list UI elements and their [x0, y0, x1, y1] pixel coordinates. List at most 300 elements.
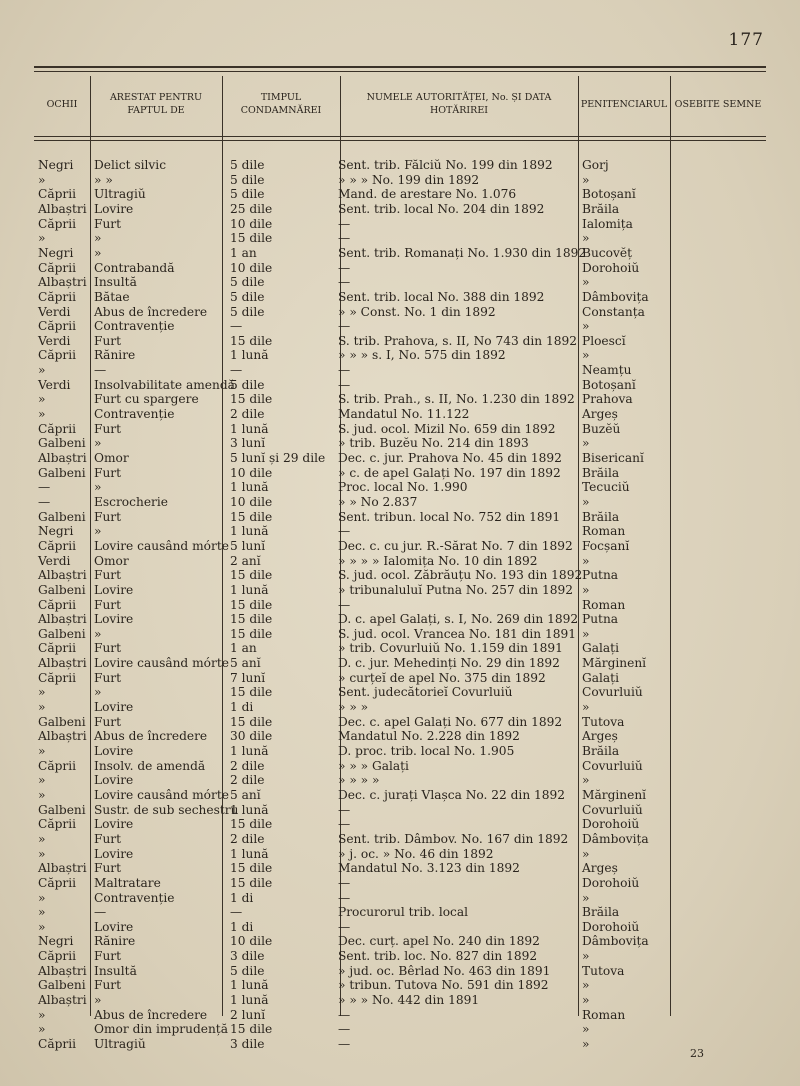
row-ochi: — — [38, 480, 51, 495]
row-penitenciar: » — [582, 348, 590, 363]
row-timp: 10 dile — [230, 465, 273, 480]
row-ochi: Albaștri — [38, 963, 87, 978]
table-row — [34, 1037, 766, 1052]
table-row — [34, 568, 766, 583]
table-row — [34, 539, 766, 554]
row-fapt: Furt — [94, 861, 122, 876]
row-penitenciar: Gorj — [582, 158, 609, 172]
table-row — [34, 715, 766, 730]
row-fapt: Contravenție — [94, 319, 175, 334]
row-penitenciar: Brăila — [582, 465, 620, 480]
row-timp: 1 lună — [230, 421, 269, 436]
row-ochi: — — [38, 494, 51, 509]
row-fapt: Furt — [94, 670, 122, 685]
table-row — [34, 319, 766, 334]
row-hotarire: — — [338, 875, 351, 890]
table-row — [34, 275, 766, 290]
row-penitenciar: Brăila — [582, 509, 620, 524]
table-row — [34, 744, 766, 759]
row-fapt: Lovire — [94, 817, 134, 832]
table-row — [34, 934, 766, 949]
row-fapt: Lovire — [94, 700, 134, 715]
table-row — [34, 949, 766, 964]
header-timpul-label: TIMPUL CONDAMNĂREI — [240, 92, 322, 116]
row-timp: 1 an — [230, 245, 257, 260]
row-timp: 5 dile — [230, 377, 265, 392]
row-fapt: Delict silvic — [94, 158, 167, 172]
header-rule-thin — [34, 140, 766, 141]
row-penitenciar: Putna — [582, 568, 619, 583]
row-penitenciar: » — [582, 231, 590, 246]
row-hotarire: Dec. c. apel Galați No. 677 din 1892 — [338, 714, 563, 729]
row-fapt: Furt — [94, 465, 122, 480]
row-timp: 15 dile — [230, 626, 273, 641]
row-ochi: Căprii — [38, 421, 77, 436]
row-timp: 5 dile — [230, 304, 265, 319]
row-hotarire: » » » — [338, 700, 369, 715]
row-fapt: Furt — [94, 333, 122, 348]
row-penitenciar: Bucovĕț — [582, 245, 632, 260]
row-ochi: Căprii — [38, 1037, 77, 1051]
table-row — [34, 993, 766, 1008]
header-arestat-line2: FAPTUL DE — [127, 105, 185, 116]
row-ochi: Galbeni — [38, 714, 86, 729]
row-fapt: Furt — [94, 978, 122, 993]
row-timp: 15 dile — [230, 685, 273, 700]
row-hotarire: S. jud. ocol. Mizil No. 659 din 1892 — [338, 421, 556, 436]
row-penitenciar: Argeș — [582, 729, 618, 744]
row-fapt: Escrocherie — [94, 494, 168, 509]
row-fapt: Furt — [94, 641, 122, 656]
row-timp: 7 lunĭ — [230, 670, 266, 685]
row-ochi: Verdi — [38, 304, 71, 319]
row-ochi: Căprii — [38, 758, 77, 773]
row-fapt: » — [94, 685, 102, 700]
row-fapt: » » — [94, 172, 113, 187]
row-fapt: Lovire — [94, 773, 134, 788]
row-hotarire: Mand. de arestare No. 1.076 — [338, 187, 517, 202]
row-fapt: Lovire causând mórte — [94, 656, 229, 671]
row-hotarire: Sent. judecătorieĭ Covurluiŭ — [338, 685, 513, 700]
row-fapt: Furt cu spargere — [94, 392, 199, 407]
row-timp: 15 dile — [230, 875, 273, 890]
row-penitenciar: Dâmbovița — [582, 831, 649, 846]
table-row — [34, 773, 766, 788]
row-ochi: » — [38, 172, 46, 187]
row-ochi: Căprii — [38, 216, 77, 231]
row-penitenciar: Roman — [582, 597, 626, 612]
table-row — [34, 759, 766, 774]
row-penitenciar: » — [582, 949, 590, 964]
row-timp: 15 dile — [230, 612, 273, 627]
row-hotarire: — — [338, 919, 351, 934]
row-penitenciar: Covurluiŭ — [582, 758, 643, 773]
row-fapt: Ultragiŭ — [94, 1037, 146, 1051]
row-timp: 5 dile — [230, 289, 265, 304]
row-ochi: Albaștri — [38, 275, 87, 290]
row-timp: 10 dile — [230, 216, 273, 231]
row-hotarire: — — [338, 1022, 351, 1037]
row-penitenciar: » — [582, 1022, 590, 1037]
row-ochi: » — [38, 919, 46, 934]
row-hotarire: Procurorul trib. local — [338, 905, 469, 920]
table-row — [34, 700, 766, 715]
table-header — [34, 76, 766, 134]
row-penitenciar: Tutova — [582, 963, 625, 978]
row-fapt: » — [94, 436, 102, 451]
row-penitenciar: » — [582, 1037, 590, 1051]
row-ochi: Căprii — [38, 597, 77, 612]
row-ochi: » — [38, 407, 46, 422]
header-numele-line2: HOTĂRIREI — [429, 105, 489, 116]
row-timp: 2 dile — [230, 407, 265, 422]
row-fapt: Lovire — [94, 612, 134, 627]
header-arestat — [90, 76, 222, 134]
row-hotarire: — — [338, 216, 351, 231]
row-hotarire: D. c. jur. Mehedinți No. 29 din 1892 — [338, 656, 560, 671]
table-row — [34, 1008, 766, 1023]
row-penitenciar: Covurluiŭ — [582, 802, 643, 817]
row-timp: 15 dile — [230, 392, 273, 407]
row-penitenciar: » — [582, 582, 590, 597]
table-row — [34, 847, 766, 862]
row-timp: 1 lună — [230, 744, 269, 758]
row-timp: 2 anĭ — [230, 553, 261, 568]
table-row — [34, 920, 766, 935]
row-timp: 15 dile — [230, 817, 273, 832]
row-hotarire: » tribunaluluĭ Putna No. 257 din 1892 — [338, 582, 574, 597]
row-fapt: — — [94, 363, 107, 378]
row-fapt: Rănire — [94, 348, 136, 363]
row-timp: 3 dile — [230, 1037, 265, 1051]
row-penitenciar: » — [582, 553, 590, 568]
table-row — [34, 978, 766, 993]
row-timp: 5 dile — [230, 187, 265, 202]
row-ochi: Căprii — [38, 641, 77, 656]
row-ochi: Galbeni — [38, 978, 86, 993]
row-penitenciar: Brăila — [582, 201, 620, 216]
row-penitenciar: » — [582, 993, 590, 1008]
row-ochi: » — [38, 773, 46, 788]
row-ochi: Căprii — [38, 348, 77, 363]
table-row — [34, 378, 766, 393]
row-ochi: Galbeni — [38, 465, 86, 480]
table-row — [34, 612, 766, 627]
row-ochi: » — [38, 744, 46, 758]
row-penitenciar: Botoșanĭ — [582, 377, 636, 392]
row-hotarire: » » » » — [338, 773, 380, 788]
row-timp: 1 lună — [230, 582, 269, 597]
table-row — [34, 407, 766, 422]
row-penitenciar: Mărginenĭ — [582, 787, 647, 802]
row-hotarire: Dec. c. jur. Prahova No. 45 din 1892 — [338, 451, 562, 465]
row-fapt: » — [94, 231, 102, 246]
row-penitenciar: Galați — [582, 641, 619, 656]
header-osebite-label: OSEBITE SEMNE — [674, 98, 762, 110]
row-fapt: Furt — [94, 509, 122, 524]
row-fapt: Lovire — [94, 201, 134, 216]
row-fapt: Lovire — [94, 744, 134, 758]
row-timp: — — [230, 905, 243, 920]
table-row — [34, 876, 766, 891]
row-hotarire: — — [338, 275, 351, 290]
row-penitenciar: Ialomița — [582, 216, 633, 231]
table-row — [34, 217, 766, 232]
row-ochi: Căprii — [38, 949, 77, 964]
row-ochi: Galbeni — [38, 802, 86, 817]
header-ochi — [34, 76, 90, 134]
table-row — [34, 246, 766, 261]
row-hotarire: S. trib. Prahova, s. II, No 743 din 1892 — [338, 333, 578, 348]
row-fapt: » — [94, 993, 102, 1008]
table-row — [34, 641, 766, 656]
row-penitenciar: Covurluiŭ — [582, 685, 643, 700]
row-penitenciar: Galați — [582, 670, 619, 685]
row-hotarire: » tribun. Tutova No. 591 din 1892 — [338, 978, 549, 993]
row-ochi: » — [38, 363, 46, 378]
page-number: 177 — [728, 30, 764, 50]
table-row — [34, 671, 766, 686]
footer-number: 23 — [690, 1047, 704, 1060]
row-timp: 5 dile — [230, 172, 265, 187]
row-timp: 5 dile — [230, 963, 265, 978]
row-ochi: Verdi — [38, 377, 71, 392]
table-row — [34, 685, 766, 700]
row-fapt: Lovire — [94, 582, 134, 597]
row-timp: 10 dile — [230, 260, 273, 275]
top-rule-thin — [34, 71, 766, 72]
row-hotarire: S. jud. ocol. Vrancea No. 181 din 1891 — [338, 626, 577, 641]
header-timpul — [222, 76, 340, 134]
table-row — [34, 627, 766, 642]
row-penitenciar: Dorohoiŭ — [582, 817, 640, 832]
row-timp: 30 dile — [230, 729, 273, 744]
row-ochi: Albaștri — [38, 451, 87, 465]
row-penitenciar: » — [582, 494, 590, 509]
row-timp: — — [230, 363, 243, 378]
row-timp: 5 lunĭ și 29 dile — [230, 451, 326, 465]
row-ochi: Negri — [38, 245, 74, 260]
row-fapt: Furt — [94, 568, 122, 583]
row-fapt: Bătae — [94, 289, 130, 304]
row-fapt: Sustr. de sub sechestru — [94, 802, 239, 817]
row-fapt: Insultă — [94, 963, 137, 978]
table-row — [34, 480, 766, 495]
row-penitenciar: Constanța — [582, 304, 645, 319]
row-hotarire: Sent. trib. local No. 388 din 1892 — [338, 289, 545, 304]
row-timp: 1 lună — [230, 846, 269, 861]
row-fapt: Insolvabilitate amendă — [94, 377, 235, 392]
row-penitenciar: » — [582, 978, 590, 993]
row-hotarire: » » » » Ialomița No. 10 din 1892 — [338, 553, 538, 568]
row-timp: 5 dile — [230, 158, 265, 172]
row-ochi: Căprii — [38, 538, 77, 553]
row-hotarire: Dec. c. cu jur. R.-Sărat No. 7 din 1892 — [338, 538, 573, 553]
row-hotarire: — — [338, 231, 351, 246]
row-hotarire: Sent. trib. Fălciŭ No. 199 din 1892 — [338, 158, 553, 172]
row-hotarire: » curțeĭ de apel No. 375 din 1892 — [338, 670, 546, 685]
header-penitenciarul-label: PENITENCIARUL — [580, 98, 668, 110]
row-hotarire: Mandatul No. 11.122 — [338, 407, 470, 422]
row-ochi: Galbeni — [38, 626, 86, 641]
row-fapt: Insolv. de amendă — [94, 758, 206, 773]
row-ochi: Galbeni — [38, 436, 86, 451]
row-hotarire: — — [338, 890, 351, 905]
table-row — [34, 583, 766, 598]
row-timp: 5 anĭ — [230, 656, 261, 671]
row-penitenciar: » — [582, 436, 590, 451]
row-penitenciar: » — [582, 846, 590, 861]
row-penitenciar: Brăila — [582, 905, 620, 920]
row-penitenciar: Bisericanĭ — [582, 451, 644, 465]
row-penitenciar: Dâmbovița — [582, 934, 649, 949]
row-timp: 15 dile — [230, 231, 273, 246]
row-timp: — — [230, 319, 243, 334]
row-timp: 5 anĭ — [230, 787, 261, 802]
row-penitenciar: Tutova — [582, 714, 625, 729]
row-timp: 2 dile — [230, 831, 265, 846]
row-fapt: — — [94, 905, 107, 920]
row-fapt: Omor din imprudență — [94, 1022, 228, 1037]
table-row — [34, 202, 766, 217]
row-penitenciar: Neamțu — [582, 363, 632, 378]
row-ochi: Căprii — [38, 875, 77, 890]
header-numele — [340, 76, 578, 134]
row-hotarire: » » No 2.837 — [338, 494, 418, 509]
row-penitenciar: » — [582, 172, 590, 187]
row-hotarire: » jud. oc. Bêrlad No. 463 din 1891 — [338, 963, 551, 978]
header-numele-line1: NUMELE AUTORITĂȚEI, No. ȘI DATA — [366, 92, 552, 104]
row-ochi: » — [38, 700, 46, 715]
row-fapt: Furt — [94, 597, 122, 612]
row-penitenciar: » — [582, 890, 590, 905]
row-hotarire: Sent. tribun. local No. 752 din 1891 — [338, 509, 561, 524]
row-fapt: Abus de încredere — [94, 304, 208, 319]
row-ochi: » — [38, 392, 46, 407]
row-hotarire: — — [338, 260, 351, 275]
row-timp: 15 dile — [230, 597, 273, 612]
row-hotarire: » trib. Buzĕu No. 214 din 1893 — [338, 436, 529, 451]
row-timp: 10 dile — [230, 494, 273, 509]
row-penitenciar: » — [582, 700, 590, 715]
row-hotarire: S. jud. ocol. Zăbrăuțu No. 193 din 1892 — [338, 568, 583, 583]
row-fapt: Furt — [94, 831, 122, 846]
table-row — [34, 466, 766, 481]
row-ochi: » — [38, 231, 46, 246]
row-ochi: Căprii — [38, 817, 77, 832]
row-timp: 5 lunĭ — [230, 538, 266, 553]
table-row — [34, 392, 766, 407]
row-ochi: Verdi — [38, 333, 71, 348]
row-penitenciar: Mărginenĭ — [582, 656, 647, 671]
row-ochi: Negri — [38, 934, 74, 949]
table-row — [34, 173, 766, 188]
row-penitenciar: Brăila — [582, 744, 620, 758]
row-ochi: Căprii — [38, 670, 77, 685]
row-hotarire: Sent. trib. Romanați No. 1.930 din 1892 — [338, 245, 587, 260]
row-hotarire: — — [338, 597, 351, 612]
table-row — [34, 524, 766, 539]
row-hotarire: — — [338, 524, 351, 539]
row-hotarire: » c. de apel Galați No. 197 din 1892 — [338, 465, 561, 480]
row-ochi: » — [38, 846, 46, 861]
row-timp: 1 lună — [230, 348, 269, 363]
row-hotarire: — — [338, 363, 351, 378]
table-row — [34, 656, 766, 671]
table-row — [34, 832, 766, 847]
row-timp: 5 dile — [230, 275, 265, 290]
row-timp: 3 dile — [230, 949, 265, 964]
row-penitenciar: Botoșanĭ — [582, 187, 636, 202]
row-timp: 15 dile — [230, 1022, 273, 1037]
row-timp: 1 di — [230, 919, 254, 934]
row-hotarire: Sent. trib. Dâmbov. No. 167 din 1892 — [338, 831, 569, 846]
table-row — [34, 817, 766, 832]
row-hotarire: — — [338, 817, 351, 832]
row-hotarire: » » Const. No. 1 din 1892 — [338, 304, 496, 319]
table-row — [34, 905, 766, 920]
row-fapt: » — [94, 626, 102, 641]
row-hotarire: » » » Galați — [338, 758, 409, 773]
row-ochi: Căprii — [38, 289, 77, 304]
table-row — [34, 436, 766, 451]
row-fapt: » — [94, 524, 102, 539]
row-fapt: Contravenție — [94, 890, 175, 905]
row-penitenciar: Dâmbovița — [582, 289, 649, 304]
row-fapt: Abus de încredere — [94, 1007, 208, 1022]
row-hotarire: Dec. curț. apel No. 240 din 1892 — [338, 934, 540, 949]
table-row — [34, 187, 766, 202]
row-ochi: » — [38, 787, 46, 802]
row-hotarire: Sent. trib. loc. No. 827 din 1892 — [338, 949, 538, 964]
row-timp: 25 dile — [230, 201, 273, 216]
row-timp: 15 dile — [230, 568, 273, 583]
table-row — [34, 891, 766, 906]
row-fapt: Rănire — [94, 934, 136, 949]
row-penitenciar: » — [582, 275, 590, 290]
table-row — [34, 1022, 766, 1037]
row-penitenciar: Focșanĭ — [582, 538, 630, 553]
header-rule — [34, 136, 766, 137]
row-ochi: Galbeni — [38, 509, 86, 524]
row-ochi: » — [38, 831, 46, 846]
row-penitenciar: Roman — [582, 1007, 626, 1022]
table-row — [34, 334, 766, 349]
row-fapt: Insultă — [94, 275, 137, 290]
table-row — [34, 803, 766, 818]
row-penitenciar: Dorohoiŭ — [582, 260, 640, 275]
row-penitenciar: Tecuciŭ — [582, 480, 630, 495]
row-ochi: Albaștri — [38, 568, 87, 583]
row-ochi: Căprii — [38, 319, 77, 334]
row-penitenciar: Dorohoiŭ — [582, 875, 640, 890]
row-hotarire: — — [338, 1007, 351, 1022]
row-ochi: » — [38, 905, 46, 920]
row-hotarire: D. proc. trib. local No. 1.905 — [338, 744, 515, 758]
row-timp: 10 dile — [230, 934, 273, 949]
row-ochi: Căprii — [38, 187, 77, 202]
row-penitenciar: Buzĕŭ — [582, 421, 621, 436]
row-hotarire: Dec. c. jurați Vlașca No. 22 din 1892 — [338, 787, 566, 802]
row-fapt: Ultragiŭ — [94, 187, 146, 202]
row-timp: 1 lună — [230, 524, 269, 539]
row-fapt: » — [94, 245, 102, 260]
row-ochi: Galbeni — [38, 582, 86, 597]
table-row — [34, 158, 766, 173]
row-timp: 1 lună — [230, 993, 269, 1008]
table-row — [34, 290, 766, 305]
row-fapt: Furt — [94, 949, 122, 964]
